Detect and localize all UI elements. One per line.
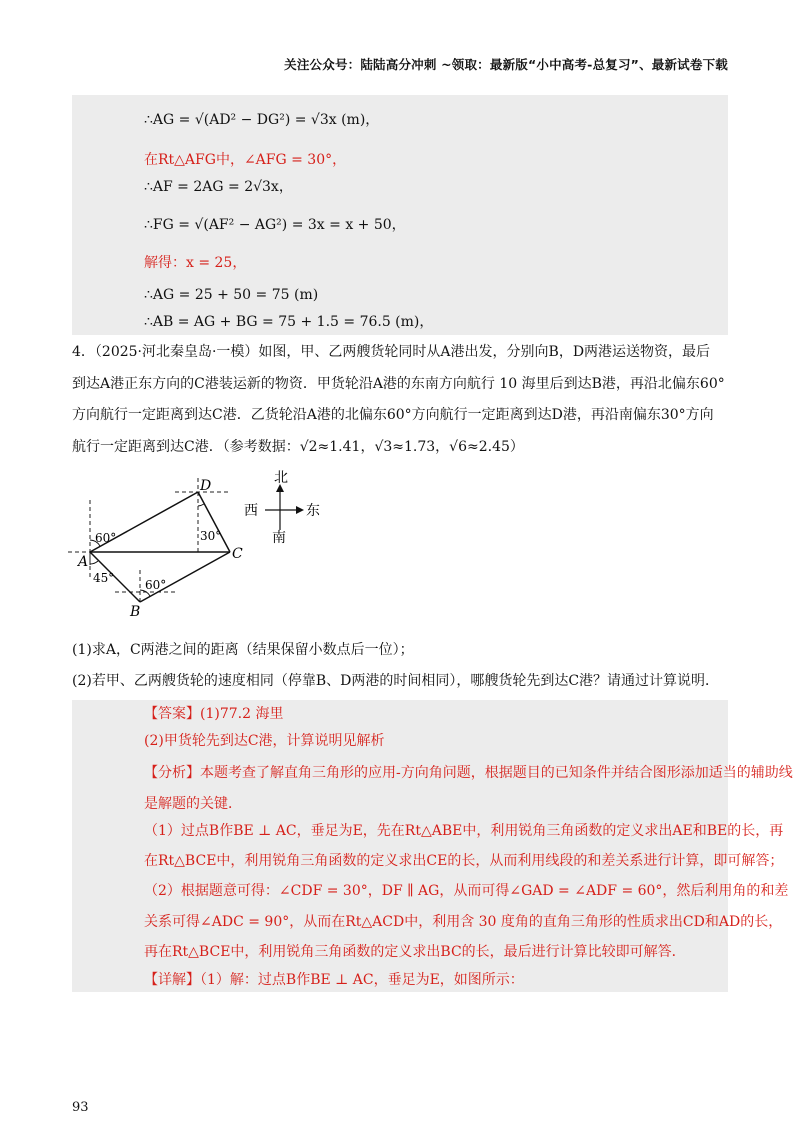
point-label-a: A (78, 554, 89, 570)
analysis-line-7: 再在Rt△BCE中，利用锐角三角函数的定义求出BC的长，最后进行计算比较即可解答． (144, 944, 686, 960)
question-line-3: 方向航行一定距离到达C港．乙货轮沿A港的北偏东60°方向航行一定距离到达D港，再沿南偏东30°方向 (72, 407, 714, 423)
solution-line-5: 解得：x = 25， (144, 255, 247, 271)
point-label-d: D (200, 478, 212, 494)
analysis-line-5: （2）根据题意可得：∠CDF = 30°，DF ∥ AG，从而可得∠GAD = ∠ADF = 60°，然后利用角的和差 (144, 883, 789, 899)
angle-arc-d (198, 504, 204, 506)
segment-dc (198, 492, 230, 552)
question-part-1: (1)求A，C两港之间的距离（结果保留小数点后一位）； (72, 642, 414, 658)
page-header: 关注公众号：陆陆高分冲刺 ~领取：最新版“小中高考-总复习”、最新试卷下载 (284, 57, 728, 72)
solution-block (72, 95, 728, 335)
angle-label-45: 45° (93, 571, 115, 585)
solution-line-7: ∴AB = AG + BG = 75 + 1.5 = 76.5 (m)， (144, 314, 434, 330)
geometry-figure (60, 470, 360, 620)
compass-south: 南 (272, 530, 286, 546)
solution-line-3: ∴AF = 2AG = 2√3x， (144, 179, 293, 195)
angle-label-60-a: 60° (95, 531, 117, 545)
angle-label-30: 30° (200, 529, 222, 543)
answer-block (72, 700, 793, 992)
question-part-2: (2)若甲、乙两艘货轮的速度相同（停靠B、D两港的时间相同），哪艘货轮先到达C港？请通过计算说明． (72, 673, 720, 689)
analysis-line-1: 【分析】本题考查了解直角三角形的应用-方向角问题，根据题目的已知条件并结合图形添加适当的辅助线 (144, 765, 793, 781)
analysis-line-3: （1）过点B作BE ⊥ AC，垂足为E，先在Rt△ABE中，利用锐角三角函数的定义求出AE和BE的长，再 (144, 823, 784, 839)
page-number: 93 (72, 1100, 89, 1115)
solution-line-2: 在Rt△AFG中，∠AFG = 30°， (144, 152, 347, 168)
answer-line-2: (2)甲货轮先到达C港，计算说明见解析 (144, 733, 385, 749)
compass-west: 西 (244, 503, 258, 519)
solution-line-6: ∴AG = 25 + 50 = 75 (m) (144, 287, 319, 303)
point-label-c: C (232, 546, 243, 562)
solution-line-4: ∴FG = √(AF² − AG²) = 3x = x + 50， (144, 217, 406, 233)
segment-bc (140, 552, 230, 602)
solution-line-1: ∴AG = √(AD² − DG²) = √3x (m)， (144, 112, 380, 128)
question-line-4: 航行一定距离到达C港．（参考数据：√2≈1.41，√3≈1.73，√6≈2.45） (72, 439, 524, 455)
analysis-line-2: 是解题的关键． (144, 796, 242, 812)
question-line-2: 到达A港正东方向的C港装运新的物资．甲货轮沿A港的东南方向航行 10 海里后到达B港，再沿北偏东60° (72, 376, 725, 392)
question-line-1: 4．（2025·河北秦皇岛·一模）如图，甲、乙两艘货轮同时从A港出发，分别向B，D两港运送物资，最后 (72, 344, 711, 360)
compass-icon (244, 470, 320, 546)
answer-line-1: 【答案】(1)77.2 海里 (144, 706, 284, 722)
compass-east: 东 (306, 503, 320, 519)
detail-line-1: 【详解】（1）解：过点B作BE ⊥ AC，垂足为E，如图所示： (144, 972, 524, 988)
angle-arc-a-bottom (90, 561, 98, 564)
angle-label-60-b: 60° (145, 578, 167, 592)
analysis-line-4: 在Rt△BCE中，利用锐角三角函数的定义求出CE的长，从而利用线段的和差关系进行计算，即可解答； (144, 853, 784, 869)
compass-north: 北 (274, 470, 288, 486)
point-label-b: B (130, 604, 141, 620)
analysis-line-6: 关系可得∠ADC = 90°，从而在Rt△ACD中，利用含 30 度角的直角三角形的性质求出CD和AD的长， (144, 914, 783, 930)
